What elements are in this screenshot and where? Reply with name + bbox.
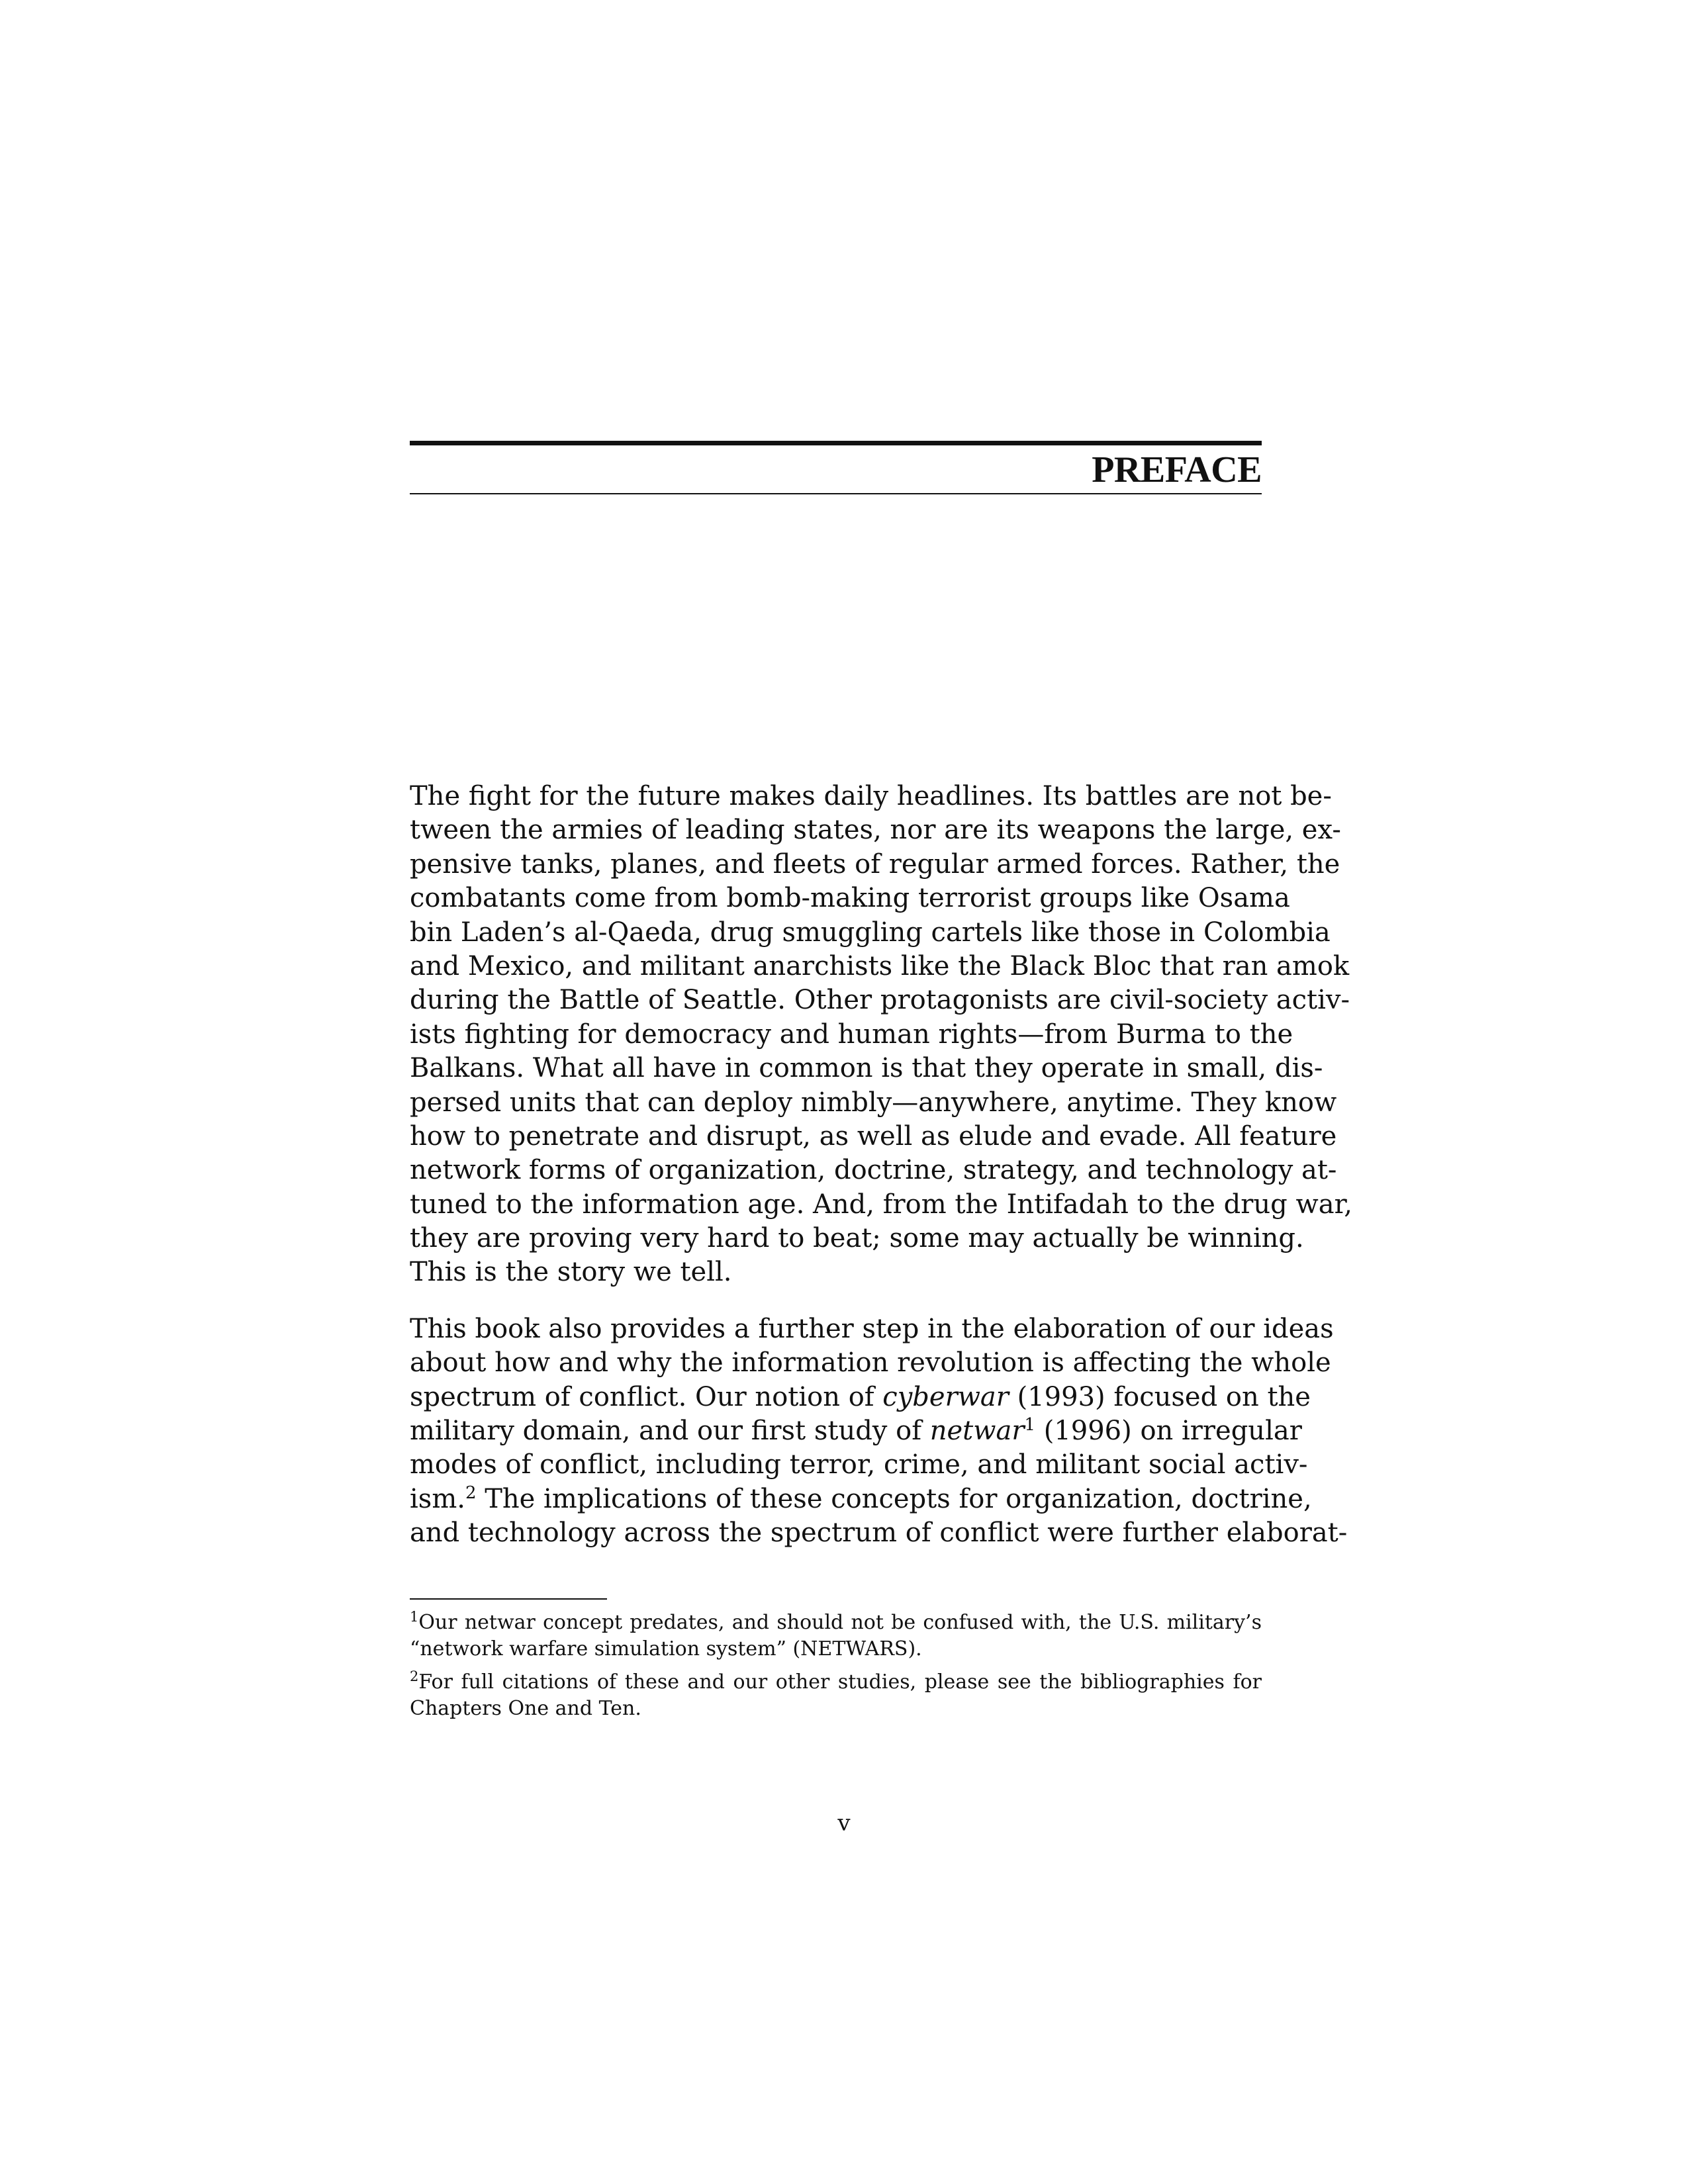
italic-term: netwar xyxy=(929,1416,1025,1447)
text-run: about how and why the information revolution is affecting the whole xyxy=(410,1347,1331,1379)
footnote xyxy=(410,1610,1262,1662)
header-rule-thick xyxy=(410,441,1262,445)
italic-term: cyberwar xyxy=(882,1381,1009,1412)
text-line xyxy=(410,1018,1293,1052)
text-line xyxy=(410,882,1290,915)
text-run: Balkans. What all have in common is that they operate in small, dis- xyxy=(410,1053,1323,1084)
body-text xyxy=(410,780,1353,1573)
text-run: and Mexico, and militant anarchists like the Black Bloc that ran amok xyxy=(410,950,1350,981)
text-line xyxy=(410,1120,1337,1154)
text-run: during the Battle of Seattle. Other protagonists are civil-society activ- xyxy=(410,985,1350,1016)
text-line xyxy=(410,1669,1262,1696)
text-run: “network warfare simulation system” (NETWARS). xyxy=(410,1637,922,1661)
text-run: bin Laden’s al-Qaeda, drug smuggling cartels like those in Colombia xyxy=(410,917,1331,948)
text-line xyxy=(410,1255,1262,1289)
text-run: spectrum of conflict. Our notion of xyxy=(410,1381,883,1412)
text-run: This book also provides a further step in the elaboration of our ideas xyxy=(410,1313,1334,1344)
footnote-marker: 2 xyxy=(465,1482,477,1503)
paragraph xyxy=(410,1312,1348,1551)
text-run: they are proving very hard to beat; some may actually be winning. xyxy=(410,1223,1304,1254)
text-run: This is the story we tell. xyxy=(410,1257,732,1288)
text-run: ists fighting for democracy and human rights—from Burma to the xyxy=(410,1019,1293,1050)
text-run: The implications of these concepts for organization, doctrine, xyxy=(476,1483,1312,1514)
text-line xyxy=(410,1312,1334,1346)
text-line xyxy=(410,848,1340,882)
text-line xyxy=(410,1188,1353,1222)
text-run: how to penetrate and disrupt, as well as elude and evade. All feature xyxy=(410,1120,1337,1152)
text-run: pensive tanks, planes, and fleets of regular armed forces. Rather, the xyxy=(410,848,1340,880)
text-run: and technology across the spectrum of conflict were further elaborat- xyxy=(410,1518,1348,1549)
text-run: network forms of organization, doctrine, strategy, and technology at- xyxy=(410,1155,1337,1186)
text-line xyxy=(410,950,1350,983)
text-line xyxy=(410,983,1350,1017)
footnote xyxy=(410,1669,1262,1722)
text-line xyxy=(410,916,1331,950)
text-run: ism. xyxy=(410,1483,465,1514)
text-line xyxy=(410,1086,1337,1120)
text-run: modes of conflict, including terror, crime, and militant social activ- xyxy=(410,1449,1308,1480)
text-line xyxy=(410,1052,1323,1085)
text-run: Our netwar concept predates, and should not be confused with, the U.S. military’s xyxy=(418,1611,1262,1634)
text-line xyxy=(410,780,1332,813)
text-line xyxy=(410,1482,1312,1516)
footnote-marker: 1 xyxy=(410,1609,419,1625)
footnote-separator xyxy=(410,1598,607,1600)
page-title: PREFACE xyxy=(1092,449,1262,490)
text-run: tuned to the information age. And, from the Intifadah to the drug war, xyxy=(410,1189,1353,1220)
text-run: (1993) focused on the xyxy=(1008,1381,1311,1412)
text-line xyxy=(410,1516,1348,1550)
text-line xyxy=(410,1696,1262,1722)
footnote-marker: 1 xyxy=(1024,1415,1035,1435)
footnotes xyxy=(410,1610,1262,1729)
footnote-marker: 2 xyxy=(410,1668,419,1684)
page-number: v xyxy=(837,1810,851,1837)
text-line xyxy=(410,1448,1308,1482)
text-run: Chapters One and Ten. xyxy=(410,1697,641,1720)
text-run: For full citations of these and our other studies, please see the bibliographies for xyxy=(418,1670,1262,1694)
text-line xyxy=(410,1381,1311,1414)
text-line xyxy=(410,1414,1302,1448)
text-run: combatants come from bomb-making terrorist groups like Osama xyxy=(410,883,1290,914)
paragraph xyxy=(410,780,1353,1290)
text-line xyxy=(410,813,1341,847)
text-line xyxy=(410,1346,1331,1380)
text-line xyxy=(410,1636,1262,1662)
text-run: persed units that can deploy nimbly—anywhere, anytime. They know xyxy=(410,1087,1337,1118)
text-run: (1996) on irregular xyxy=(1035,1416,1302,1447)
text-run: tween the armies of leading states, nor are its weapons the large, ex- xyxy=(410,815,1341,846)
header-rule-thin xyxy=(410,493,1262,494)
text-run: military domain, and our first study of xyxy=(410,1416,930,1447)
text-line xyxy=(410,1154,1337,1187)
text-line xyxy=(410,1610,1262,1636)
text-run: The fight for the future makes daily headlines. Its battles are not be- xyxy=(410,781,1332,811)
text-line xyxy=(410,1222,1304,1255)
